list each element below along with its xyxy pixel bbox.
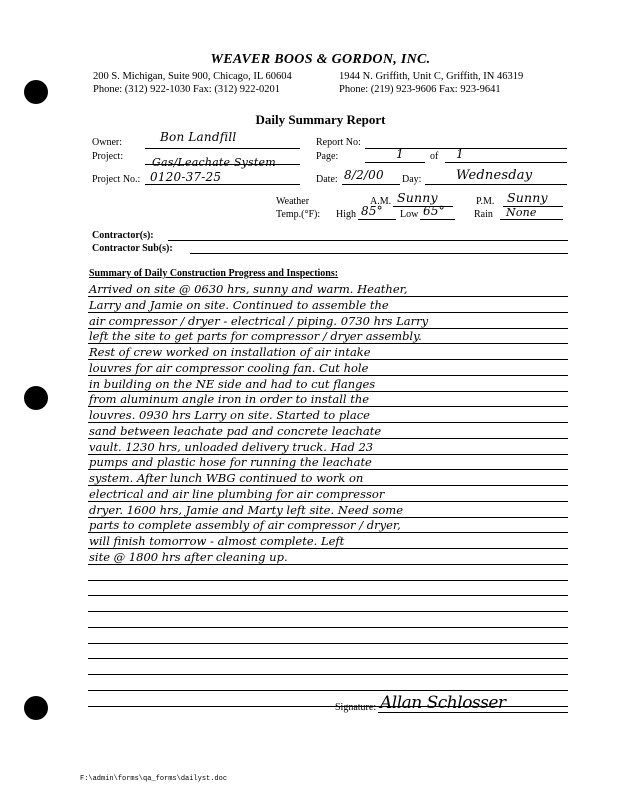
owner-label: Owner: (92, 137, 122, 148)
high-value: 85° (361, 204, 383, 218)
temp-label: Temp.(°F): (276, 209, 321, 220)
day-underline (425, 184, 567, 185)
summary-line: Arrived on site @ 0630 hrs, sunny and warm. Heather, (89, 282, 408, 296)
pm-value: Sunny (507, 190, 548, 205)
weather-label: Weather (276, 196, 310, 207)
rain-value: None (506, 206, 537, 219)
signature-value: Allan Schlosser (380, 693, 506, 713)
ruled-line (88, 580, 568, 581)
company-name: WEAVER BOOS & GORDON, INC. (210, 52, 431, 67)
date-underline (342, 184, 400, 185)
day-value: Wednesday (456, 168, 533, 183)
summary-line: parts to complete assembly of air compressor / dryer, (89, 518, 401, 533)
summary-line: louvres. 0930 hrs Larry on site. Started to place (89, 408, 370, 422)
summary-line: in building on the NE side and had to cut flanges (89, 376, 376, 391)
report-no-label: Report No: (316, 137, 361, 148)
summary-line: air compressor / dryer - electrical / piping. 0730 hrs Larry (89, 313, 429, 328)
am-value: Sunny (397, 190, 438, 205)
day-label: Day: (402, 174, 422, 185)
ruled-line (88, 627, 568, 628)
signature-label: Signature: (335, 702, 377, 713)
project-no-label: Project No.: (92, 174, 141, 185)
page-underline (365, 162, 425, 163)
contractor-label: Contractor(s): (92, 230, 154, 241)
summary-line: electrical and air line plumbing for air compressor (89, 486, 385, 501)
office1-phone: Phone: (312) 922-1030 Fax: (312) 922-0201 (93, 84, 280, 95)
summary-line: Larry and Jamie on site. Continued to assemble the (89, 297, 389, 312)
low-label: Low (400, 209, 419, 220)
report-title: Daily Summary Report (255, 112, 386, 127)
rain-label: Rain (474, 209, 493, 220)
high-label: High (336, 209, 356, 220)
summary-line: vault. 1230 hrs, unloaded delivery truck. Had 23 (89, 439, 374, 454)
high-underline (358, 219, 396, 220)
summary-body (89, 282, 575, 566)
contractor-sub-underline (190, 253, 568, 254)
ruled-line (88, 690, 568, 691)
binder-hole-middle (24, 386, 48, 410)
owner-value: Bon Landfill (160, 130, 237, 144)
summary-line: Rest of crew worked on installation of air intake (89, 345, 371, 359)
of-value: 1 (456, 147, 464, 161)
office2-address: 1944 N. Griffith, Unit C, Griffith, IN 46319 (339, 71, 524, 82)
ruled-line (88, 595, 568, 596)
summary-line: pumps and plastic hose for running the leachate (89, 455, 372, 470)
low-underline (420, 219, 455, 220)
ruled-line (88, 658, 568, 659)
summary-heading: Summary of Daily Construction Progress and Inspections: (89, 268, 339, 279)
file-path: F:\admin\forms\qa_forms\dailyst.doc (80, 775, 228, 783)
summary-line: site @ 1800 hrs after cleaning up. (89, 549, 288, 564)
summary-line: will finish tomorrow - almost complete. Left (89, 534, 345, 548)
summary-line: sand between leachate pad and concrete leachate (89, 423, 382, 438)
rain-underline (500, 219, 563, 220)
date-value: 8/2/00 (344, 168, 384, 182)
owner-underline (145, 148, 300, 149)
summary-line: louvres for air compressor cooling fan. Cut hole (89, 360, 369, 375)
office2-phone: Phone: (219) 923-9606 Fax: 923-9641 (339, 84, 501, 95)
office1-address: 200 S. Michigan, Suite 900, Chicago, IL 60604 (93, 71, 292, 82)
ruled-line (88, 643, 568, 644)
summary-line: system. After lunch WBG continued to work on (89, 471, 364, 485)
contractor-underline (168, 240, 568, 241)
project-no-value: 0120-37-25 (150, 170, 222, 184)
page-value: 1 (396, 147, 404, 161)
project-no-underline (145, 184, 300, 185)
contractor-sub-label: Contractor Sub(s): (92, 243, 173, 254)
project-label: Project: (92, 151, 124, 162)
ruled-line (88, 674, 568, 675)
summary-line: from aluminum angle iron in order to install the (89, 392, 370, 407)
summary-line: left the site to get parts for compressor / dryer assembly. (89, 329, 422, 344)
pm-label: P.M. (476, 196, 495, 207)
low-value: 65° (423, 204, 445, 218)
of-label: of (430, 151, 439, 162)
binder-hole-bottom (24, 696, 48, 720)
page-label: Page: (316, 151, 339, 162)
summary-line: dryer. 1600 hrs, Jamie and Marty left site. Need some (89, 502, 403, 517)
date-label: Date: (316, 174, 338, 185)
project-value: Gas/Leachate System (152, 156, 276, 169)
of-underline (445, 162, 567, 163)
am-label: A.M. (370, 196, 392, 207)
binder-hole-top (24, 80, 48, 104)
ruled-line (88, 611, 568, 612)
